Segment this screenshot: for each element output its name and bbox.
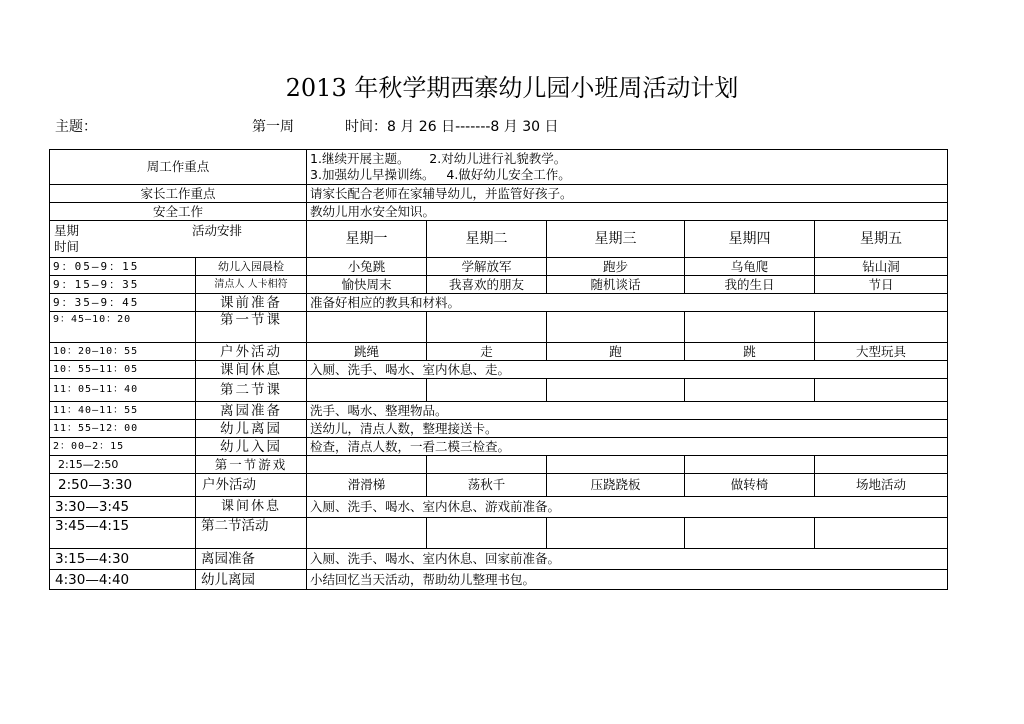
day-header-fri: 星期五 bbox=[815, 221, 948, 258]
day-cell bbox=[685, 456, 815, 474]
day-cell bbox=[815, 518, 948, 549]
day-cell bbox=[307, 518, 427, 549]
day-cell: 荡秋千 bbox=[427, 474, 547, 497]
activity-cell: 课前准备 bbox=[196, 294, 307, 312]
day-cell bbox=[815, 456, 948, 474]
schedule-row bbox=[50, 497, 948, 518]
schedule-row bbox=[50, 438, 948, 456]
time-cell: 3:45—4:15 bbox=[50, 518, 196, 549]
day-cell bbox=[427, 456, 547, 474]
day-cell: 钻山洞 bbox=[815, 258, 948, 276]
schedule-row bbox=[50, 456, 948, 474]
day-header-mon: 星期一 bbox=[307, 221, 427, 258]
activity-cell: 清点人 人卡相符 bbox=[196, 276, 307, 294]
time-cell: 9：15—9：35 bbox=[50, 276, 196, 294]
day-header-wed: 星期三 bbox=[547, 221, 685, 258]
day-cell bbox=[547, 379, 685, 402]
time-cell: 11：40—11：55 bbox=[50, 402, 196, 420]
schedule-row bbox=[50, 276, 948, 294]
day-cell bbox=[685, 312, 815, 343]
time-cell: 11：55—12：00 bbox=[50, 420, 196, 438]
date-range: 时间：8 月 26 日-------8 月 30 日 bbox=[345, 119, 559, 135]
week-focus-line-2: 3.加强幼儿早操训练。 4.做好幼儿安全工作。 bbox=[310, 167, 571, 182]
time-cell: 2:15—2:50 bbox=[50, 456, 196, 474]
schedule-row bbox=[50, 343, 948, 361]
day-cell bbox=[685, 518, 815, 549]
day-cell: 走 bbox=[427, 343, 547, 361]
schedule-row bbox=[50, 294, 948, 312]
day-cell: 跳 bbox=[685, 343, 815, 361]
schedule-row bbox=[50, 549, 948, 570]
parent-focus-label: 家长工作重点 bbox=[50, 185, 307, 203]
activity-cell: 离园准备 bbox=[196, 549, 307, 570]
merged-cell: 入厕、洗手、喝水、室内休息、回家前准备。 bbox=[307, 549, 948, 570]
activity-cell: 第一节课 bbox=[196, 312, 307, 343]
time-cell: 9：35—9：45 bbox=[50, 294, 196, 312]
day-cell: 压跷跷板 bbox=[547, 474, 685, 497]
day-cell: 乌龟爬 bbox=[685, 258, 815, 276]
week-focus-text bbox=[307, 150, 948, 185]
day-cell bbox=[427, 379, 547, 402]
weekly-plan-table bbox=[49, 149, 948, 590]
day-cell bbox=[307, 312, 427, 343]
activity-cell: 幼儿离园 bbox=[196, 570, 307, 590]
day-cell bbox=[307, 379, 427, 402]
week-label: 第一周 bbox=[252, 119, 294, 135]
day-cell: 大型玩具 bbox=[815, 343, 948, 361]
time-cell: 3:30—3:45 bbox=[50, 497, 196, 518]
week-focus-row bbox=[50, 150, 948, 185]
day-cell: 我的生日 bbox=[685, 276, 815, 294]
corner-activity-label: 活动安排 bbox=[192, 223, 243, 238]
time-cell: 9：45—10：20 bbox=[50, 312, 196, 343]
activity-cell: 户外活动 bbox=[196, 343, 307, 361]
day-cell bbox=[685, 379, 815, 402]
day-cell bbox=[427, 312, 547, 343]
time-cell: 2：00—2：15 bbox=[50, 438, 196, 456]
day-cell: 学解放军 bbox=[427, 258, 547, 276]
activity-cell: 第二节课 bbox=[196, 379, 307, 402]
activity-cell: 第二节活动 bbox=[196, 518, 307, 549]
corner-time-label: 时间 bbox=[54, 239, 80, 254]
activity-cell: 幼儿离园 bbox=[196, 420, 307, 438]
day-header-tue: 星期二 bbox=[427, 221, 547, 258]
safety-label: 安全工作 bbox=[50, 203, 307, 221]
time-cell: 10：20—10：55 bbox=[50, 343, 196, 361]
schedule-row bbox=[50, 361, 948, 379]
time-cell: 2:50—3:30 bbox=[50, 474, 196, 497]
activity-cell: 课间休息 bbox=[196, 497, 307, 518]
day-cell bbox=[427, 518, 547, 549]
merged-cell: 入厕、洗手、喝水、室内休息、走。 bbox=[307, 361, 948, 379]
merged-cell: 检查，清点人数，一看二模三检查。 bbox=[307, 438, 948, 456]
activity-cell: 幼儿入园晨检 bbox=[196, 258, 307, 276]
day-cell: 跑步 bbox=[547, 258, 685, 276]
day-cell bbox=[815, 312, 948, 343]
merged-cell: 洗手、喝水、整理物品。 bbox=[307, 402, 948, 420]
activity-cell: 离园准备 bbox=[196, 402, 307, 420]
schedule-row bbox=[50, 379, 948, 402]
time-cell: 9：05—9：15 bbox=[50, 258, 196, 276]
day-cell: 节日 bbox=[815, 276, 948, 294]
day-cell bbox=[547, 456, 685, 474]
activity-cell: 课间休息 bbox=[196, 361, 307, 379]
merged-cell: 小结回忆当天活动，帮助幼儿整理书包。 bbox=[307, 570, 948, 590]
activity-cell: 第一节游戏 bbox=[196, 456, 307, 474]
schedule-row bbox=[50, 312, 948, 343]
day-cell: 滑滑梯 bbox=[307, 474, 427, 497]
week-focus-line-1: 1.继续开展主题。 2.对幼儿进行礼貌教学。 bbox=[310, 151, 567, 166]
time-cell: 11：05—11：40 bbox=[50, 379, 196, 402]
theme-label: 主题： bbox=[55, 119, 97, 135]
day-cell: 我喜欢的朋友 bbox=[427, 276, 547, 294]
schedule-row bbox=[50, 420, 948, 438]
schedule-row bbox=[50, 474, 948, 497]
safety-row bbox=[50, 203, 948, 221]
day-cell bbox=[547, 518, 685, 549]
safety-text: 教幼儿用水安全知识。 bbox=[307, 203, 948, 221]
time-cell: 3:15—4:30 bbox=[50, 549, 196, 570]
day-cell: 场地活动 bbox=[815, 474, 948, 497]
corner-header-cell bbox=[50, 221, 307, 258]
corner-day-label: 星期 bbox=[54, 223, 80, 238]
day-cell bbox=[307, 456, 427, 474]
activity-cell: 幼儿入园 bbox=[196, 438, 307, 456]
merged-cell: 送幼儿，清点人数，整理接送卡。 bbox=[307, 420, 948, 438]
day-cell bbox=[547, 312, 685, 343]
day-cell: 小兔跳 bbox=[307, 258, 427, 276]
day-cell: 跳绳 bbox=[307, 343, 427, 361]
time-cell: 10：55—11：05 bbox=[50, 361, 196, 379]
week-focus-label: 周工作重点 bbox=[50, 150, 307, 185]
day-cell bbox=[815, 379, 948, 402]
schedule-row bbox=[50, 518, 948, 549]
schedule-row bbox=[50, 570, 948, 590]
day-cell: 跑 bbox=[547, 343, 685, 361]
day-header-thu: 星期四 bbox=[685, 221, 815, 258]
parent-focus-text: 请家长配合老师在家辅导幼儿，并监管好孩子。 bbox=[307, 185, 948, 203]
merged-cell: 入厕、洗手、喝水、室内休息、游戏前准备。 bbox=[307, 497, 948, 518]
day-cell: 随机谈话 bbox=[547, 276, 685, 294]
day-header-row bbox=[50, 221, 948, 258]
day-cell: 做转椅 bbox=[685, 474, 815, 497]
day-cell: 愉快周末 bbox=[307, 276, 427, 294]
parent-focus-row bbox=[50, 185, 948, 203]
activity-cell: 户外活动 bbox=[196, 474, 307, 497]
page-title: 2013 年秋学期西寨幼儿园小班周活动计划 bbox=[285, 74, 739, 102]
time-cell: 4:30—4:40 bbox=[50, 570, 196, 590]
schedule-row bbox=[50, 402, 948, 420]
schedule-row bbox=[50, 258, 948, 276]
merged-cell: 准备好相应的教具和材料。 bbox=[307, 294, 948, 312]
